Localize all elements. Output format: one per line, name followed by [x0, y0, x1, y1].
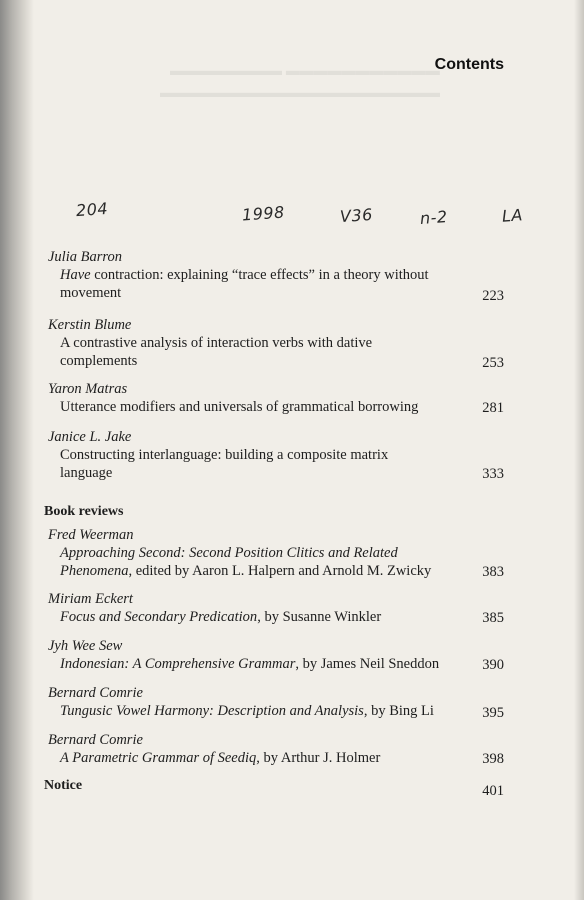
- page-number: 383: [482, 564, 504, 580]
- review-entry: [48, 731, 508, 767]
- review-book-line: Approaching Second: Second Position Clitics and Related: [60, 545, 398, 561]
- bleed-through: ▬▬▬▬▬▬▬▬ ▬▬▬▬▬▬▬▬▬▬▬: [170, 62, 440, 78]
- review-book-line: A Parametric Grammar of Seediq, by Arthur J. Holmer: [60, 750, 381, 766]
- bleed-through: ▬▬▬▬▬▬▬▬▬▬▬▬▬▬▬▬▬▬▬▬: [160, 84, 440, 100]
- article-entry: [48, 248, 508, 302]
- page-number: 401: [482, 783, 504, 799]
- handwritten-initials: LA: [501, 205, 524, 226]
- handwritten-issue: n-2: [419, 207, 449, 228]
- article-author: Janice L. Jake: [48, 429, 132, 445]
- article-title-line: A contrastive analysis of interaction verbs with dative: [60, 335, 373, 351]
- page-gutter-shadow: [0, 0, 34, 900]
- handwritten-volume-code: V36: [339, 204, 374, 227]
- section-heading-notice: Notice: [44, 778, 83, 793]
- article-title-line: movement: [60, 285, 122, 301]
- review-entry: [48, 590, 508, 626]
- review-reviewer: Fred Weerman: [48, 527, 134, 543]
- page-number: 390: [482, 657, 504, 673]
- review-reviewer: Jyh Wee Sew: [48, 638, 123, 654]
- page-edge-shadow: [574, 0, 584, 900]
- article-title-line: complements: [60, 353, 138, 369]
- page-title: Contents: [434, 56, 504, 73]
- article-author: Yaron Matras: [48, 381, 128, 397]
- review-book-line: Indonesian: A Comprehensive Grammar, by James Neil Sneddon: [60, 656, 440, 672]
- page-number: 333: [482, 466, 504, 482]
- review-reviewer: Bernard Comrie: [48, 685, 143, 701]
- review-reviewer: Bernard Comrie: [48, 732, 143, 748]
- page-number: 398: [482, 751, 504, 767]
- page-number: 253: [482, 355, 504, 371]
- article-title-line: Have contraction: explaining “trace effects” in a theory without: [60, 267, 429, 283]
- article-entry: [48, 380, 508, 416]
- page-number: 223: [482, 288, 504, 304]
- review-book-line: Phenomena, edited by Aaron L. Halpern and Arnold M. Zwicky: [60, 563, 432, 579]
- handwritten-annotation: [60, 196, 550, 236]
- section-heading-book-reviews: Book reviews: [44, 504, 124, 519]
- article-author: Kerstin Blume: [48, 317, 132, 333]
- page-number: 281: [482, 400, 504, 416]
- page-number: 385: [482, 610, 504, 626]
- review-book-line: Focus and Secondary Predication, by Susanne Winkler: [60, 609, 382, 625]
- handwritten-volume-number: 204: [75, 198, 109, 221]
- article-title-line: Utterance modifiers and universals of grammatical borrowing: [60, 399, 419, 415]
- article-entry: [48, 428, 508, 482]
- handwritten-year: 1998: [241, 202, 286, 225]
- review-book-line: Tungusic Vowel Harmony: Description and Analysis, by Bing Li: [60, 703, 434, 719]
- page-number: 395: [482, 705, 504, 721]
- article-author: Julia Barron: [48, 249, 122, 265]
- review-reviewer: Miriam Eckert: [48, 591, 133, 607]
- review-entry: [48, 637, 508, 673]
- article-entry: [48, 316, 508, 370]
- review-entry: [48, 684, 508, 720]
- review-entry: [48, 526, 508, 580]
- article-title-line: language: [60, 465, 113, 481]
- article-title-line: Constructing interlanguage: building a composite matrix: [60, 447, 389, 463]
